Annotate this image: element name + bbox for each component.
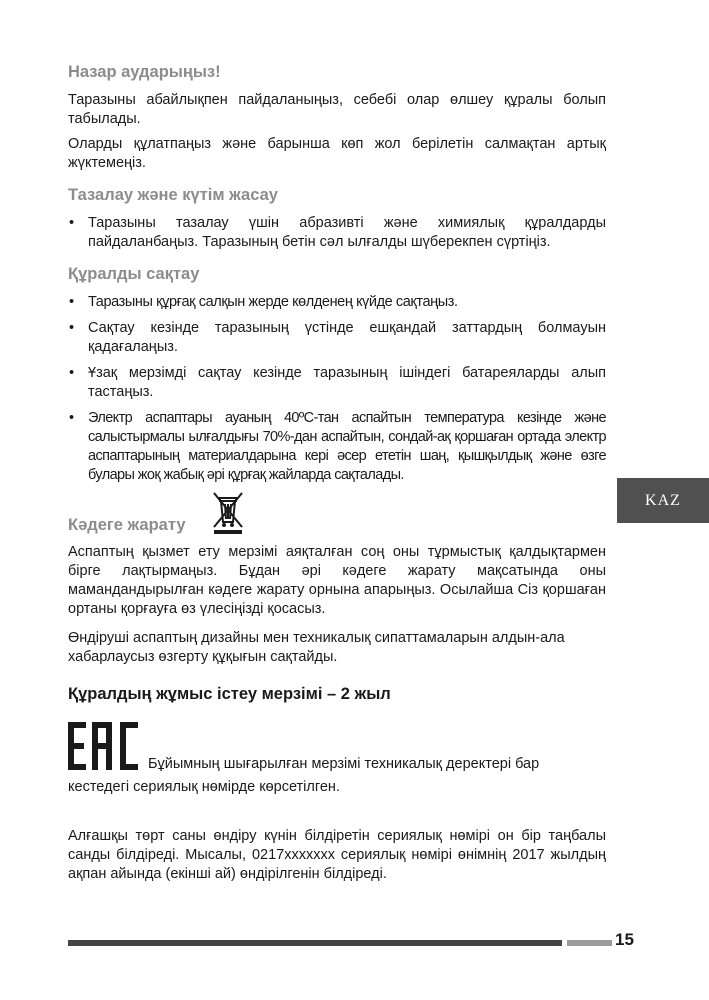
footer-bar-light (567, 940, 612, 946)
bullet-icon: • (69, 215, 75, 231)
serial-paragraph: Алғашқы төрт саны өндіру күнін білдіретін сериялық нөмірі он бір таңбалы санды білдіреді. Мысалы, 0217ххххххх сериялық нөмірі өнімнің 2017 жылдың ақпан айында (екінші ай) өндірілгенін білдіреді. (68, 828, 606, 882)
cleaning-list (68, 214, 606, 252)
eac-logo (68, 722, 138, 770)
disposal-paragraph-1: Аспаптың қызмет ету мерзімі аяқталған соң оны тұрмыстық қалдықтармен бірге лақтырмаңыз. Бұдан әрі кәдеге жарату мақсатында оны мамандандырылған кәдеге жарату орнына апарыңыз. Осылайша Сіз қоршаған ортаны қорғауға өз үлесіңізді қосасыз. (68, 544, 606, 617)
attention-paragraph-1: Таразыны абайлықпен пайдаланыңыз, себебі олар өлшеу құралы болып табылады. (68, 92, 606, 127)
disposal-paragraph-2: Өндіруші аспаптың дизайны мен техникалық сипаттамаларын алдын-ала хабарлаусыз өзгерту құқығын сақтайды. (68, 630, 565, 665)
list-item: • Сақтау кезінде таразының үстінде ешқандай заттардың болмауын қадағалаңыз. (69, 320, 606, 355)
page-content (68, 62, 606, 884)
bullet-icon: • (69, 294, 75, 310)
attention-paragraph-2: Оларды құлатпаңыз және барынша көп жол берілетін салмақтан артық жүктемеңіз. (68, 136, 606, 171)
page-number: 15 (615, 930, 634, 949)
list-item: • Таразыны құрғақ салқын жерде көлденең күйде сақтаңыз. (69, 294, 458, 310)
eac-text-line-1: Бұйымның шығарылған мерзімі техникалық деректері бар (148, 756, 540, 772)
footer-bar-dark (68, 940, 562, 946)
list-item: • Электр аспаптары ауаның 40ºС-тан аспайтын температура кезінде және салыстырмалы ылғалдығы 70%-дан аспайтын, сондай-ақ қоршаған ортада электр аспаптарының материалдарына кері әсер ететін шаң, қышқылдық және өзге булары жоқ жабық әрі құрғақ жайларда сақталады. (69, 410, 606, 483)
disposal-heading: Кәдеге жарату (68, 516, 186, 534)
list-item: • Таразыны тазалау үшін абразивті және химиялық құралдарды пайдаланбаңыз. Таразының бетін сәл ылғалды шүберекпен сүртіңіз. (69, 215, 606, 250)
storage-heading: Құралды сақтау (68, 265, 200, 283)
bullet-icon: • (69, 365, 75, 381)
cleaning-heading: Тазалау және күтім жасау (68, 186, 278, 204)
storage-list (68, 293, 606, 485)
list-item: • Ұзақ мерзімді сақтау кезінде таразының ішіндегі батареяларды алып тастаңыз. (69, 365, 606, 400)
eac-text-line-2: кестедегі сериялық нөмірде көрсетілген. (68, 779, 340, 795)
eac-row (68, 724, 606, 772)
attention-heading: Назар аударыңыз! (68, 63, 221, 81)
bullet-icon: • (69, 410, 75, 426)
lifetime-heading: Құралдың жұмыс істеу мерзімі – 2 жыл (68, 685, 391, 703)
bullet-icon: • (69, 320, 75, 336)
language-tab: KAZ (617, 478, 709, 523)
disposal-heading-row (68, 489, 606, 537)
crossed-bin-icon (208, 489, 248, 535)
